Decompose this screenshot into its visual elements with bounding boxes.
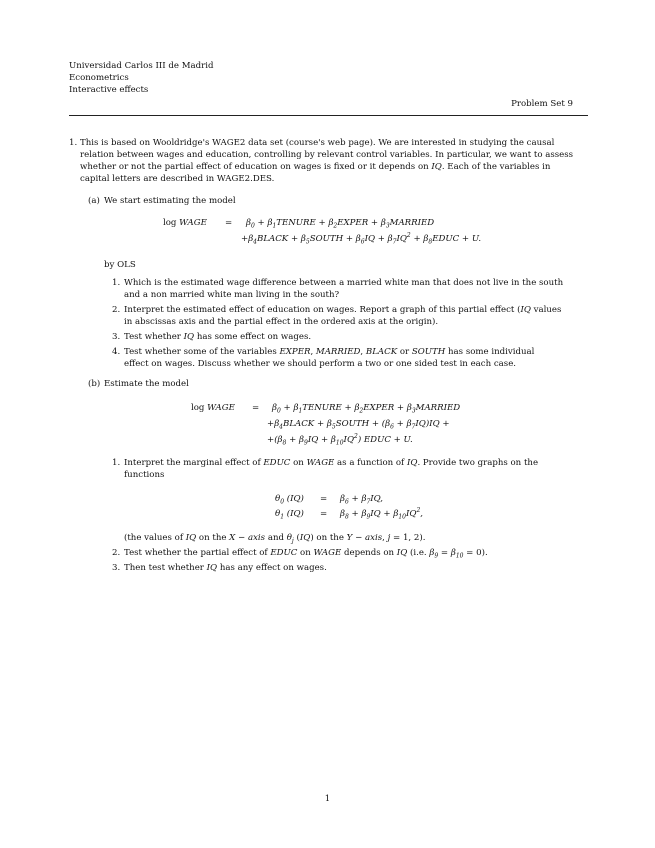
eq-a-lhs: log WAGE [163, 218, 207, 228]
university-name: Universidad Carlos III de Madrid [69, 61, 214, 71]
b-item-3: Then test whether IQ has any effect on wages. [124, 563, 327, 573]
intro-line: capital letters are described in WAGE2.DES. [80, 173, 275, 184]
by-ols: by OLS [104, 260, 136, 270]
eq-b-lhs: log WAGE [191, 403, 235, 413]
theta1-rhs: $\beta_8 + \beta_9IQ + \beta_{10}IQ^2$, [340, 507, 423, 521]
question-number: 1. [69, 138, 78, 148]
intro-line: This is based on Wooldridge's WAGE2 data set (course's web page). We are interested in studying the causal [80, 138, 555, 148]
part-b-label: (b) [88, 379, 101, 389]
item-number: 1. [112, 278, 121, 288]
header-rule [69, 115, 588, 116]
item-number: 3. [112, 563, 121, 573]
item-number: 2. [112, 305, 121, 315]
eq-b-line2: $+\beta_4BLACK$ + $\beta_5SOUTH + (\beta_6 + \beta_7IQ)IQ$ + [267, 419, 450, 431]
a-item-2: Interpret the estimated effect of education on wages. Report a graph of this partial effect (IQ values in abscissas axis and the partial effect in the ordered axis at the origin). [124, 305, 562, 327]
a-item-3: Test whether IQ has some effect on wages. [124, 332, 312, 342]
eq-a-line2: $+\beta_4BLACK$ + $\beta_5SOUTH + \beta_6IQ + \beta_7IQ^2$ + $\beta_8EDUC + U$. [241, 232, 482, 246]
b-item-2: Test whether the partial effect of EDUC on WAGE depends on IQ (i.e. $\beta_9 = \beta_{10} = 0$). [124, 548, 488, 560]
theta0-rhs: $\beta_6 + \beta_7IQ$, [340, 494, 384, 506]
problem-set-label: Problem Set 9 [511, 99, 573, 109]
topic-name: Interactive effects [69, 84, 149, 95]
eq-a-line1: $\beta_0$ + $\beta_1TENURE$ + $\beta_2EXPER$ + $\beta_3MARRIED$ [246, 218, 435, 230]
eq-b-line3: $+(\beta_8 + \beta_9IQ + \beta_{10}IQ^2)$ EDUC + U. [267, 433, 413, 447]
theta0-sign: = [320, 494, 328, 504]
intro-line: relation between wages and education, controlling by relevant control variables. In particular, we want to assess [80, 149, 574, 160]
a-item-1: Which is the estimated wage difference between a married white man that does not live in the south and a non married white man living in the south? [124, 278, 564, 300]
item-number: 1. [112, 458, 121, 468]
part-a-label: (a) [88, 196, 100, 206]
item-number: 4. [112, 347, 121, 357]
theta1-lhs: $\theta_1$ (IQ) [275, 509, 304, 521]
part-a-text: We start estimating the model [104, 196, 236, 206]
header-block [69, 61, 589, 97]
part-b-text: Estimate the model [104, 379, 189, 389]
question-intro [80, 138, 594, 185]
eq-b-line1: $\beta_0$ + $\beta_1TENURE$ + $\beta_2EXPER$ + $\beta_3MARRIED$ [272, 403, 461, 415]
page-number: 1 [324, 794, 331, 804]
eq-a-sign: = [225, 218, 233, 228]
intro-line: whether or not the partial effect of education on wages is fixed or it depends on IQ. Each of the variables in [80, 161, 551, 172]
item-number: 2. [112, 548, 121, 558]
item-number: 3. [112, 332, 121, 342]
a-item-4: Test whether some of the variables EXPER, MARRIED, BLACK or SOUTH has some individual effect on wages. Discuss whether we should perform a two or one sided test in each case. [124, 347, 535, 369]
b-item-1: Interpret the marginal effect of EDUC on WAGE as a function of IQ. Provide two graphs on the functions [124, 458, 539, 480]
course-name: Econometrics [69, 72, 129, 83]
eq-b-sign: = [252, 403, 260, 413]
b-note: (the values of IQ on the X − axis and $\theta_j$ (IQ) on the Y − axis, j = 1, 2). [124, 533, 426, 545]
theta0-lhs: $\theta_0$ (IQ) [275, 494, 304, 506]
theta1-sign: = [320, 509, 328, 519]
